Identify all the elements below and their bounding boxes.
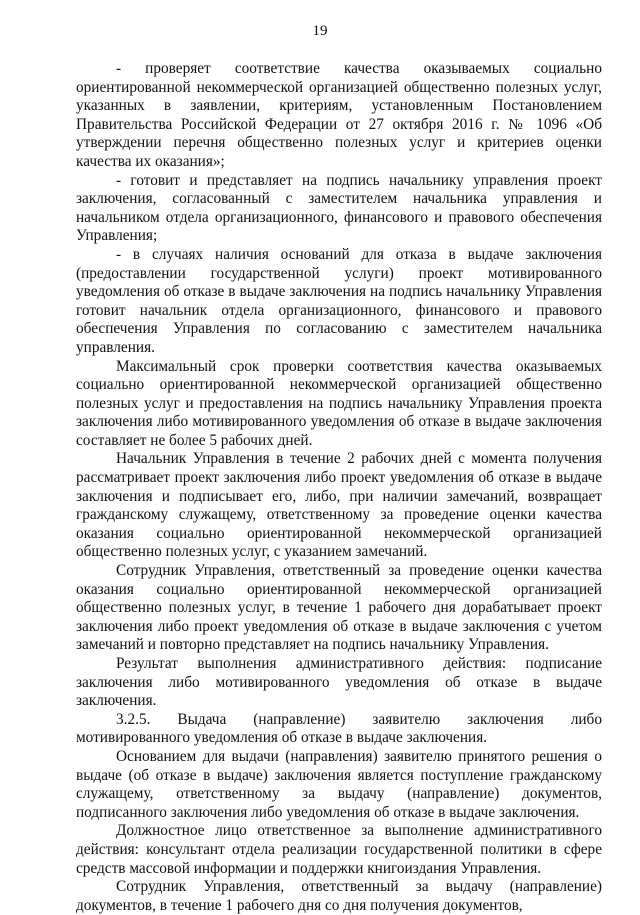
- paragraph: Сотрудник Управления, ответственный за выдачу (направление) документов, в течение 1 рабочего дня со дня получения документов,: [76, 878, 602, 914]
- paragraph: Основанием для выдачи (направления) заявителю принятого решения о выдаче (об отказе в выдаче) заключения является поступление гражданскому служащему, ответственному за выдачу (направление) документов, подписанного заключения либо уведомления об отказе в выдаче заключения.: [76, 747, 602, 821]
- paragraph: Должностное лицо ответственное за выполнение административного действия: консультант отдела реализации государственной политики в сфере средств массовой информации и поддержки книгоиздания Управления.: [76, 822, 602, 877]
- document-body: [76, 60, 602, 915]
- paragraph: - готовит и представляет на подпись начальнику управления проект заключения, согласованный с заместителем начальника управления и начальником отдела организационного, финансового и правового обеспечения Управления;: [76, 171, 602, 245]
- page-number: 19: [312, 23, 328, 39]
- paragraph: Сотрудник Управления, ответственный за проведение оценки качества оказания социально ориентированной некоммерческой организацией общественно полезных услуг, в течение 1 рабочего дня дорабатывает проект заключения либо проект уведомления об отказе в выдаче заключения с учетом замечаний и повторно представляет на подпись начальнику Управления.: [76, 562, 602, 654]
- paragraph: - проверяет соответствие качества оказываемых социально ориентированной некоммерческой организацией общественно полезных услуг, указанных в заявлении, критериям, установленным Постановлением Правительства Российской Федерации от 27 октября 2016 г. № 1096 «Об утверждении перечня общественно полезных услуг и критериев оценки качества их оказания»;: [76, 60, 602, 170]
- paragraph: Максимальный срок проверки соответствия качества оказываемых социально ориентированной некоммерческой организацией общественно полезных услуг и предоставления на подпись начальнику Управления проекта заключения либо мотивированного уведомления об отказе в выдаче заключения составляет не более 5 рабочих дней.: [76, 357, 602, 449]
- paragraph: Начальник Управления в течение 2 рабочих дней с момента получения рассматривает проект заключения либо проект уведомления об отказе в выдаче заключения и подписывает его, либо, при наличии замечаний, возвращает гражданскому служащему, ответственному за проведение оценки качества оказания социально ориентированной некоммерческой организацией общественно полезных услуг, с указанием замечаний.: [76, 450, 602, 561]
- paragraph: Результат выполнения административного действия: подписание заключения либо мотивированного уведомления об отказе в выдаче заключения.: [76, 655, 602, 710]
- paragraph: - в случаях наличия оснований для отказа в выдаче заключения (предоставлении государственной услуги) проект мотивированного уведомления об отказе в выдаче заключения на подпись начальнику Управления готовит начальник отдела организационного, финансового и правового обеспечения Управления по согласованию с заместителем начальника управления.: [76, 245, 602, 356]
- section-heading: 3.2.5. Выдача (направление) заявителю заключения либо мотивированного уведомления об отказе в выдаче заключения.: [76, 710, 602, 747]
